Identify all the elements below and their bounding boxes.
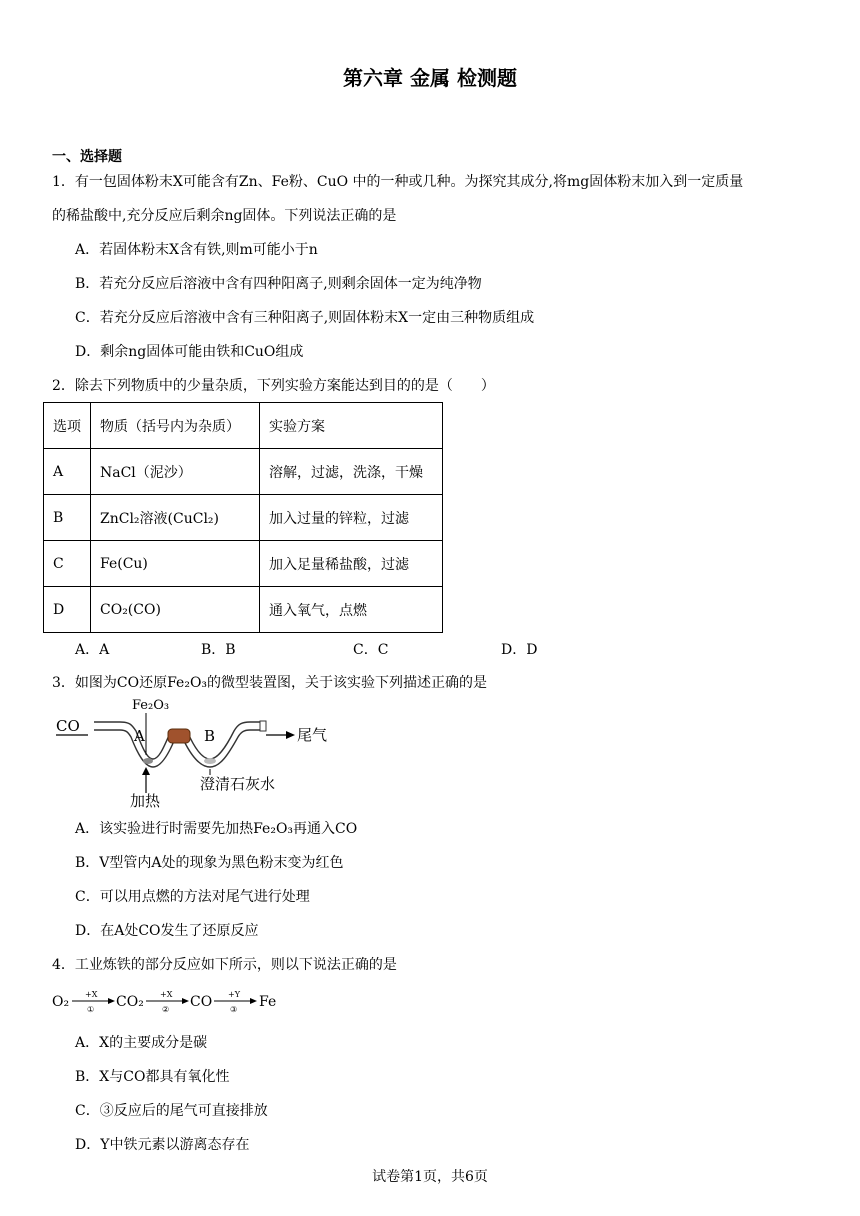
page-title: 第六章 金属 检测题 — [343, 66, 517, 90]
table-cell: B — [44, 495, 91, 541]
table-cell: 溶解，过滤，洗涤，干燥 — [260, 449, 443, 495]
table-header-row — [44, 403, 443, 449]
q3-option-d: D．在A处CO发生了还原反应 — [75, 923, 259, 939]
table-cell: C — [44, 541, 91, 587]
table-header-cell: 实验方案 — [260, 403, 443, 449]
q4-stem: 4．工业炼铁的部分反应如下所示，则以下说法正确的是 — [52, 957, 397, 973]
q2-option-b: B．B — [201, 642, 236, 658]
q3-option-c: C．可以用点燃的方法对尾气进行处理 — [75, 889, 310, 905]
label-a: A — [134, 727, 145, 745]
rubber-stopper — [168, 729, 190, 743]
q3-option-a: A．该实验进行时需要先加热Fe₂O₃再通入CO — [75, 821, 358, 837]
chain-r3-bot: ③ — [230, 1005, 238, 1014]
table-cell: NaCl（泥沙） — [91, 449, 260, 495]
q2-option-a: A．A — [75, 642, 110, 658]
q2-option-c: C．C — [353, 642, 389, 658]
table-row — [44, 587, 443, 633]
q1-stem-line1: 1．有一包固体粉末X可能含有Zn、Fe粉、CuO 中的一种或几种。为探究其成分,将mg固体粉末加入到一定质量 — [52, 174, 744, 190]
chain-r2-bot: ② — [162, 1005, 170, 1014]
q4-option-d: D．Y中铁元素以游离态存在 — [75, 1137, 250, 1153]
tail-gas-label: 尾气 — [297, 726, 328, 744]
table-cell: A — [44, 449, 91, 495]
q4-option-a: A．X的主要成分是碳 — [75, 1035, 208, 1051]
q3-option-b: B．V型管内A处的现象为黑色粉末变为红色 — [75, 855, 344, 871]
limewater-label: 澄清石灰水 — [200, 775, 276, 793]
co-label: CO — [56, 717, 80, 735]
table-cell: Fe(Cu) — [91, 541, 260, 587]
table-cell: 加入过量的锌粒，过滤 — [260, 495, 443, 541]
chain-r2-top: +X — [160, 990, 173, 999]
chain-fe: Fe — [259, 994, 277, 1010]
table-row — [44, 541, 443, 587]
chain-arrow-1-icon — [108, 998, 115, 1004]
heat-label: 加热 — [130, 792, 161, 809]
heat-arrow-icon — [142, 767, 150, 775]
section-heading: 一、选择题 — [52, 149, 122, 165]
co-reduction-apparatus-diagram — [50, 697, 350, 809]
q2-options — [0, 639, 860, 659]
q1-option-a: A．若固体粉末X含有铁,则m可能小于n — [75, 242, 318, 258]
table-header-cell: 物质（括号内为杂质） — [91, 403, 260, 449]
table-cell: 通入氧气，点燃 — [260, 587, 443, 633]
chain-r1-top: +X — [85, 990, 98, 999]
table-cell: ZnCl₂溶液(CuCl₂) — [91, 495, 260, 541]
q2-option-d: D．D — [501, 642, 538, 658]
chain-r1-bot: ① — [87, 1005, 95, 1014]
chain-co2: CO₂ — [116, 994, 144, 1010]
fe2o3-powder — [143, 758, 153, 764]
q1-stem-line2: 的稀盐酸中,充分反应后剩余ng固体。下列说法正确的是 — [52, 208, 397, 224]
q1-option-d: D．剩余ng固体可能由铁和CuO组成 — [75, 344, 304, 360]
table-header-cell: 选项 — [44, 403, 91, 449]
table-row — [44, 495, 443, 541]
chain-o2: O₂ — [52, 994, 70, 1010]
q2-table — [43, 402, 443, 633]
chain-r3-top: +Y — [228, 990, 240, 999]
q1-option-c: C．若充分反应后溶液中含有三种阳离子,则固体粉末X一定由三种物质组成 — [75, 310, 535, 326]
table-cell: 加入足量稀盐酸，过滤 — [260, 541, 443, 587]
chain-arrow-2-icon — [182, 998, 189, 1004]
q4-option-c: C．③反应后的尾气可直接排放 — [75, 1103, 268, 1119]
tube-end — [260, 721, 266, 731]
table-row — [44, 449, 443, 495]
limewater-liquid — [204, 758, 216, 764]
tail-gas-arrow-icon — [286, 731, 295, 739]
table-cell: CO₂(CO) — [91, 587, 260, 633]
q3-stem: 3．如图为CO还原Fe₂O₃的微型装置图，关于该实验下列描述正确的是 — [52, 675, 488, 691]
table-cell: D — [44, 587, 91, 633]
chain-arrow-3-icon — [250, 998, 257, 1004]
chain-co: CO — [190, 994, 213, 1010]
q2-stem: 2．除去下列物质中的少量杂质，下列实验方案能达到目的的是（ ） — [52, 378, 495, 394]
fe2o3-label: Fe₂O₃ — [132, 698, 170, 713]
q4-option-b: B．X与CO都具有氧化性 — [75, 1069, 230, 1085]
page-footer: 试卷第1页，共6页 — [372, 1169, 488, 1185]
q1-option-b: B．若充分反应后溶液中含有四种阳离子,则剩余固体一定为纯净物 — [75, 276, 482, 292]
iron-smelting-reaction-chain — [50, 988, 290, 1018]
label-b: B — [204, 727, 216, 745]
